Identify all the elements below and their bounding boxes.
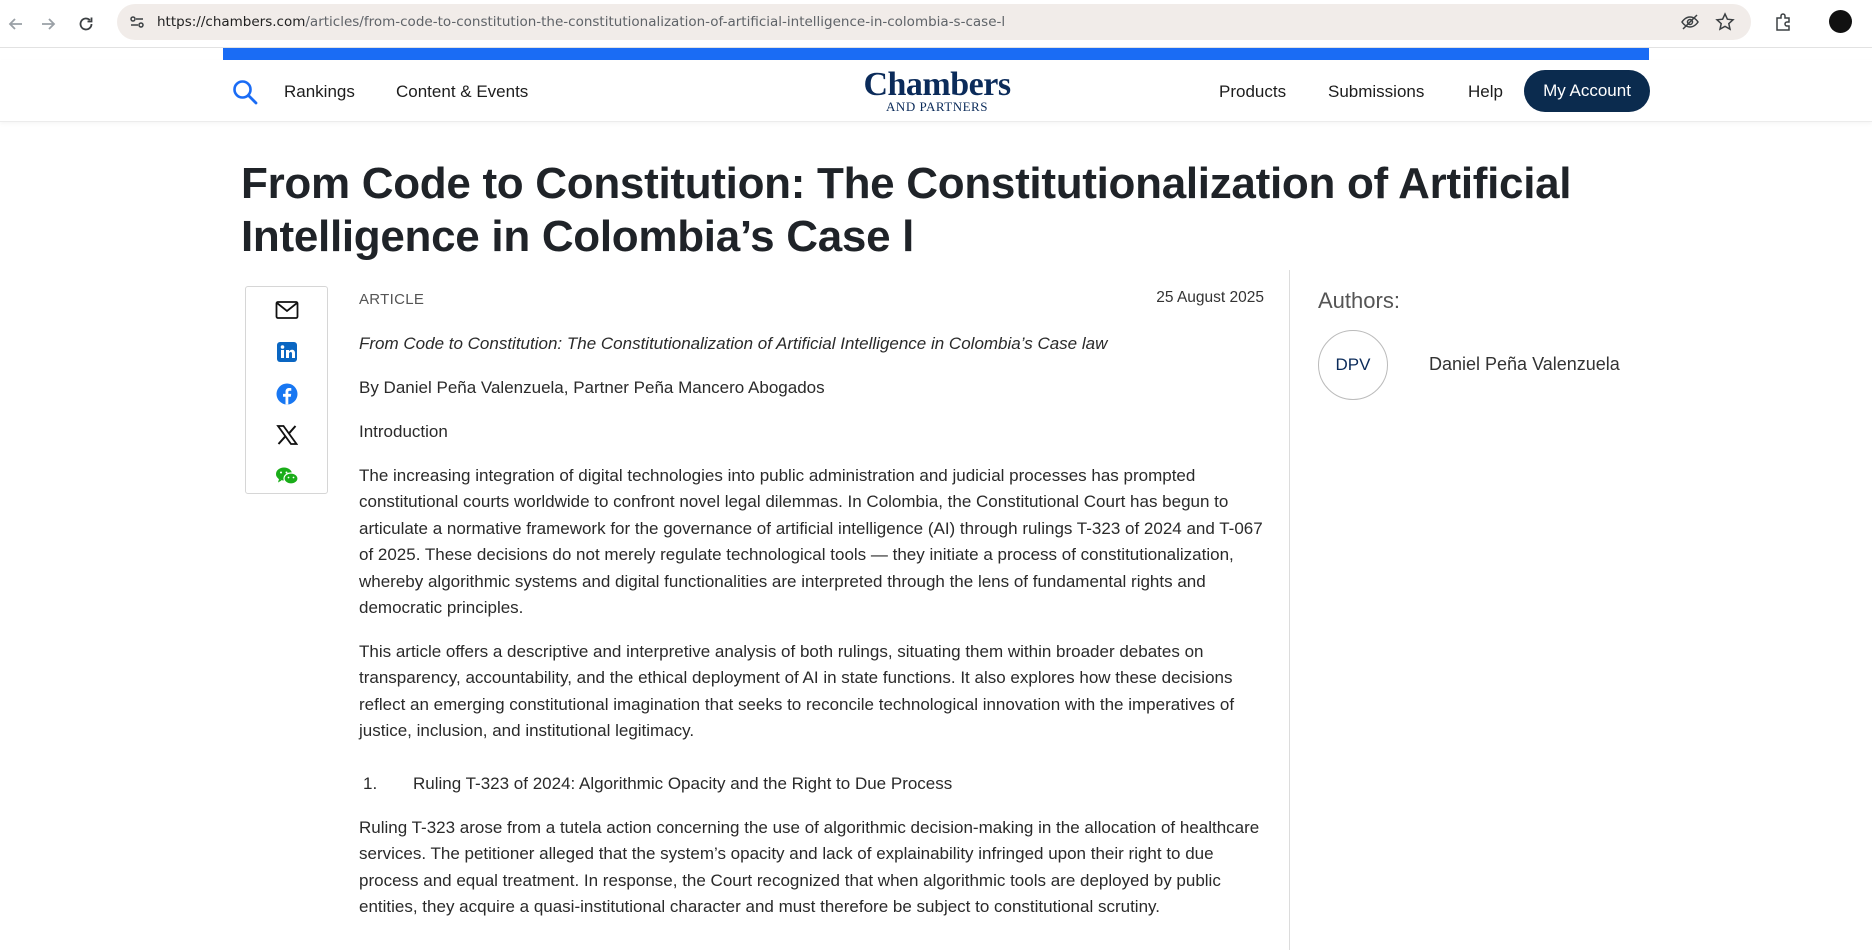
author-name[interactable]: Daniel Peña Valenzuela bbox=[1429, 354, 1620, 374]
section-1-number: 1. bbox=[363, 774, 378, 793]
nav-rankings[interactable]: Rankings bbox=[284, 82, 355, 101]
paragraph-1: The increasing integration of digital technologies into public administration and judicial processes has prompted constitutional courts worldwide to confront novel legal dilemmas. In Colombia, the Constitutional Court has begun to articulate a normative framework for the governance of artificial intelligence (AI) through rulings T-323 of 2024 and T-067 of 2025. These decisions do not merely regulate technological tools — they initiate a process of constitutionalization, whereby algorithmic systems and digital functionalities are interpreted through the lens of fundamental rights and democratic principles. bbox=[359, 466, 1263, 618]
reload-icon[interactable] bbox=[70, 8, 102, 40]
star-icon[interactable] bbox=[1715, 12, 1735, 32]
paragraph-3: Ruling T-323 arose from a tutela action concerning the use of algorithmic decision-making in the allocation of healthcare services. The petitioner alleged that the system’s opacity and lack of explainability infringed upon their right to due process and equal treatment. In response, the Court recognized that when algorithmic tools are deployed by public entities, they acquire a quasi-institutional character and must therefore be subject to constitutional scrutiny. bbox=[359, 818, 1260, 917]
article-byline: By Daniel Peña Valenzuela, Partner Peña Mancero Abogados bbox=[359, 378, 825, 397]
wechat-icon[interactable] bbox=[275, 464, 299, 488]
url-text[interactable] bbox=[157, 14, 1005, 30]
nav-submissions[interactable]: Submissions bbox=[1328, 82, 1425, 101]
intro-heading: Introduction bbox=[359, 422, 448, 441]
browser-toolbar bbox=[0, 0, 1872, 48]
linkedin-icon[interactable] bbox=[275, 340, 299, 364]
site-header bbox=[0, 60, 1872, 122]
address-bar[interactable] bbox=[117, 4, 1751, 40]
my-account-button[interactable]: My Account bbox=[1524, 70, 1650, 112]
share-panel bbox=[245, 286, 328, 494]
article-subtitle: From Code to Constitution: The Constitutionalization of Artificial Intelligence in Colombia’s Case law bbox=[359, 334, 1108, 353]
back-icon[interactable] bbox=[0, 8, 32, 40]
column-divider bbox=[1289, 270, 1290, 950]
extensions-icon[interactable] bbox=[1771, 10, 1795, 34]
url-domain: https://chambers.com bbox=[157, 14, 306, 30]
site-info-icon[interactable] bbox=[127, 12, 147, 32]
nav-products[interactable]: Products bbox=[1219, 82, 1287, 101]
accent-bar bbox=[223, 48, 1649, 60]
article-date: 25 August 2025 bbox=[1156, 289, 1264, 306]
authors-heading: Authors: bbox=[1318, 288, 1400, 313]
url-path: /articles/from-code-to-constitution-the-constitutionalization-of-artificial-intelligence-in-colombia-s-case-l bbox=[305, 14, 1006, 30]
article-kind-label: ARTICLE bbox=[359, 291, 425, 308]
paragraph-2: This article offers a descriptive and interpretive analysis of both rulings, situating them within broader debates on transparency, accountability, and the ethical deployment of AI in state functions. It also explores how these decisions reflect an emerging constitutional imagination that seeks to reconcile technological innovation with the imperatives of justice, inclusion, and institutional legitimacy. bbox=[359, 642, 1235, 741]
chambers-logo[interactable] bbox=[857, 66, 1017, 114]
email-icon[interactable] bbox=[275, 298, 299, 322]
facebook-icon[interactable] bbox=[275, 382, 299, 406]
author-avatar[interactable]: DPV bbox=[1318, 330, 1388, 400]
section-1-title: Ruling T-323 of 2024: Algorithmic Opacity and the Right to Due Process bbox=[413, 774, 953, 793]
search-icon[interactable] bbox=[231, 78, 259, 106]
eye-off-icon[interactable] bbox=[1680, 12, 1700, 32]
article-title: From Code to Constitution: The Constitutionalization of Artificial Intelligence in Colombia’s Case l bbox=[241, 159, 1572, 261]
profile-icon[interactable] bbox=[1829, 10, 1852, 33]
logo-line1: Chambers bbox=[863, 66, 1011, 103]
logo-line2: AND PARTNERS bbox=[886, 99, 988, 114]
nav-help[interactable]: Help bbox=[1468, 82, 1503, 101]
x-icon[interactable] bbox=[275, 423, 299, 447]
forward-icon[interactable] bbox=[32, 8, 64, 40]
nav-content-events[interactable]: Content & Events bbox=[396, 82, 529, 101]
